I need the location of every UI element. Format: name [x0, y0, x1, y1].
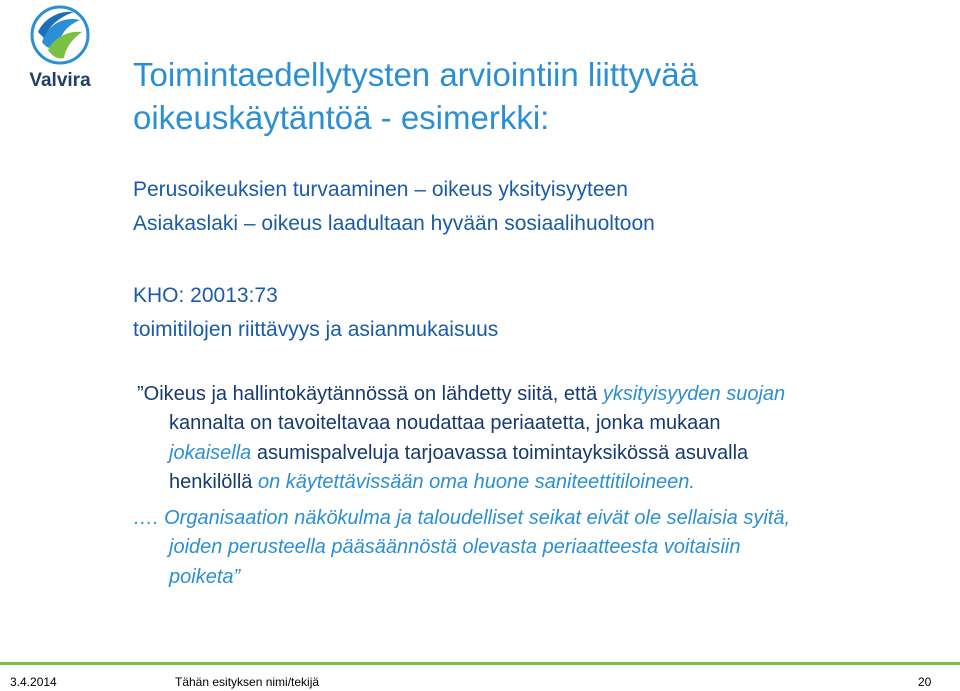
quote-line-3	[133, 439, 933, 468]
subtitle-2: Asiakaslaki – oikeus laadultaan hyvään sosiaalihuoltoon	[133, 212, 655, 235]
footer-page-number: 20	[918, 675, 932, 689]
quote-text: ”Oikeus ja hallintokäytännössä on lähdetty siitä, että	[137, 383, 603, 405]
valvira-logo	[22, 4, 102, 94]
title-line-2: oikeuskäytäntöä - esimerkki:	[133, 99, 550, 136]
title-line-1: Toimintaedellytysten arviointiin liittyvää	[133, 56, 698, 93]
quote-block-2	[133, 504, 933, 592]
footer-date: 3.4.2014	[10, 675, 57, 689]
quote-line-1	[133, 380, 933, 409]
case-code: KHO: 20013:73	[133, 284, 278, 307]
slide-title	[133, 53, 933, 139]
quote-block	[133, 380, 933, 497]
footer-title: Tähän esityksen nimi/tekijä	[175, 675, 320, 689]
case-topic: toimitilojen riittävyys ja asianmukaisuus	[133, 318, 499, 341]
quote-text: henkilöllä	[169, 470, 258, 493]
quote2-line-2: joiden perusteella pääsäännöstä olevasta periaatteesta voitaisiin	[169, 536, 741, 559]
logo-text: Valvira	[29, 70, 91, 91]
quote-emphasis: yksityisyyden suojan	[602, 383, 786, 405]
valvira-emblem-icon	[30, 4, 90, 66]
quote-line-4	[133, 468, 933, 497]
quote-emphasis: jokaisella	[169, 441, 252, 464]
quote-emphasis: on käytettävissään oma huone saniteettitiloineen.	[257, 470, 695, 493]
quote2-line-3: poiketa”	[169, 565, 241, 588]
footer-divider	[0, 662, 960, 665]
quote-text: asumispalveluja tarjoavassa toimintayksikössä asuvalla	[251, 441, 749, 464]
quote2-line-1: …. Organisaation näkökulma ja taloudelliset seikat eivät ole sellaisia syitä,	[133, 507, 791, 529]
quote-line-2: kannalta on tavoiteltavaa noudattaa periaatetta, jonka mukaan	[169, 412, 721, 435]
subtitle-1: Perusoikeuksien turvaaminen – oikeus yksityisyyteen	[133, 178, 628, 201]
